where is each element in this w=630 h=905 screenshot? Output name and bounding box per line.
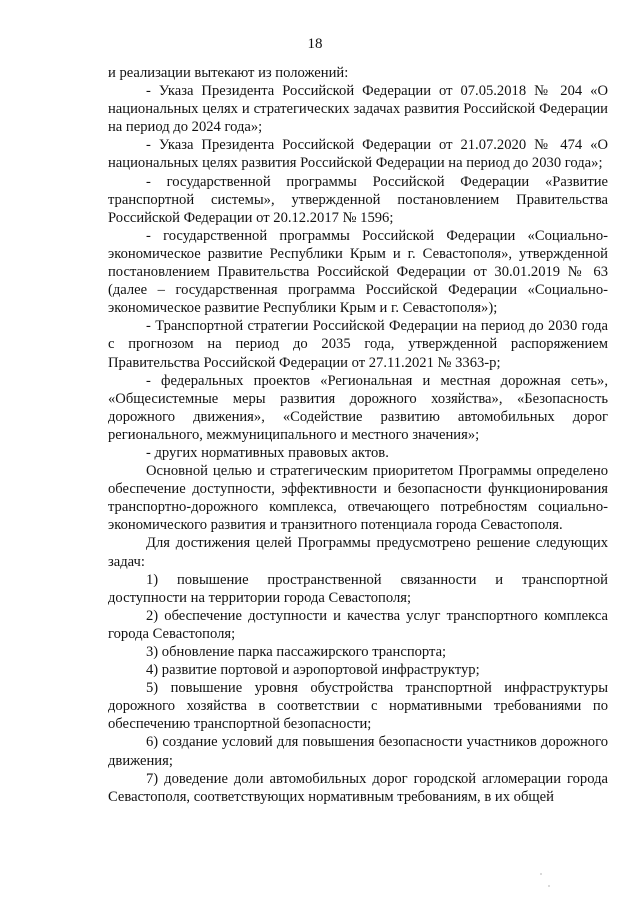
list-item-program-transport: - государственной программы Российской Федерации «Развитие транспортной системы», утвержденной постановлением Правительства Российской Федерации от 20.12.2017 № 1596; bbox=[108, 173, 608, 226]
page-number: 18 bbox=[307, 36, 323, 52]
paragraph-main-goal: Основной целью и стратегическим приоритетом Программы определено обеспечение доступности, эффективности и безопасности функционирования транспортно-дорожного комплекса, отвечающего потребностям социально-экономического развития и транзитного потенциала города Севастополя. bbox=[108, 463, 608, 534]
list-item-decree-204: - Указа Президента Российской Федерации от 07.05.2018 № 204 «О национальных целях и стратегических задачах развития Российской Федерации на период до 2024 года»; bbox=[108, 83, 608, 136]
task-item-6: 6) создание условий для повышения безопасности участников дорожного движения; bbox=[108, 734, 608, 769]
scan-speck bbox=[540, 873, 542, 875]
task-item-4: 4) развитие портовой и аэропортовой инфраструктур; bbox=[146, 662, 480, 679]
list-item-federal-projects: - федеральных проектов «Региональная и местная дорожная сеть», «Общесистемные меры развития дорожного хозяйства», «Безопасность дорожного движения», «Содействие развитию автомобильных дорог регионального, межмуниципального и местного значения»; bbox=[108, 372, 608, 443]
document-body bbox=[108, 64, 608, 806]
task-item-2: 2) обеспечение доступности и качества услуг транспортного комплекса города Севастополя; bbox=[108, 607, 608, 642]
list-item-program-crimea: - государственной программы Российской Федерации «Социально-экономическое развитие Республики Крым и г. Севастополя», утвержденной постановлением Правительства Российской Федерации от 30.01.2019 № 63 (далее – государственная программа Российской Федерации «Социально-экономическое развитие Республики Крым и г. Севастополя»); bbox=[108, 227, 608, 317]
task-item-5: 5) повышение уровня обустройства транспортной инфраструктуры дорожного хозяйства в соответствии с нормативными требованиями по обеспечению транспортной безопасности; bbox=[108, 680, 608, 733]
task-item-3: 3) обновление парка пассажирского транспорта; bbox=[146, 644, 447, 660]
task-item-1: 1) повышение пространственной связанности и транспортной доступности на территории города Севастополя; bbox=[108, 571, 608, 606]
paragraph-tasks-intro: Для достижения целей Программы предусмотрено решение следующих задач: bbox=[108, 535, 608, 570]
list-item-decree-474: - Указа Президента Российской Федерации от 21.07.2020 № 474 «О национальных целях развития Российской Федерации на период до 2030 года»; bbox=[108, 137, 608, 172]
intro-line: и реализации вытекают из положений: bbox=[108, 65, 349, 81]
list-item-transport-strategy: - Транспортной стратегии Российской Федерации на период до 2030 года с прогнозом на период до 2035 года, утвержденной распоряжением Правительства Российской Федерации от 27.11.2021 № 3363-р; bbox=[108, 318, 608, 371]
scan-speck bbox=[548, 885, 550, 887]
task-item-7: 7) доведение доли автомобильных дорог городской агломерации города Севастополя, соответствующих нормативным требованиям, в их общей bbox=[108, 770, 608, 805]
list-item-other-acts: - других нормативных правовых актов. bbox=[146, 444, 389, 461]
